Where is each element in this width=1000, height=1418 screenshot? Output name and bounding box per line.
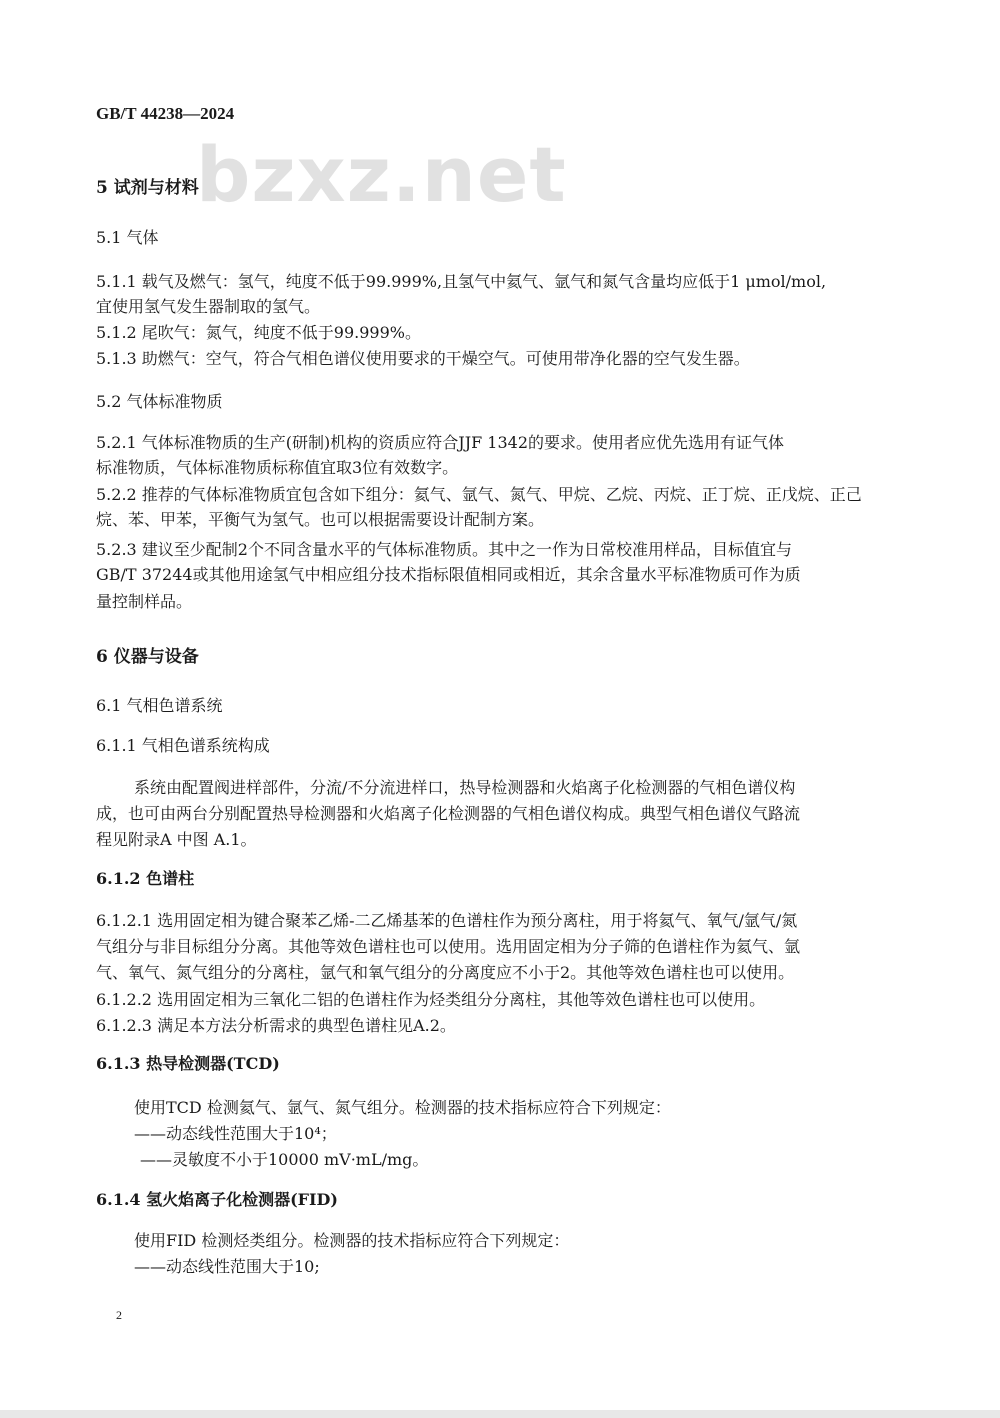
subsection-heading: 6.1.4 氢火焰离子化检测器(FID)	[96, 1190, 338, 1209]
section-heading: 5.1 气体	[96, 228, 159, 247]
clause-line: 5.1.1 载气及燃气：氢气，纯度不低于99.999%,且氢气中氦气、氩气和氮气含量均应低于1 μmol/mol,	[96, 272, 827, 291]
subsection-heading: 6.1.2 色谱柱	[96, 869, 195, 888]
clause-line: 气、氧气、氮气组分的分离柱，氩气和氧气组分的分离度应不小于2。其他等效色谱柱也可以使用。	[96, 963, 795, 982]
chapter-heading: 5 试剂与材料	[96, 178, 199, 198]
chapter-heading: 6 仪器与设备	[96, 647, 199, 667]
paragraph-line: 系统由配置阀进样部件，分流/不分流进样口，热导检测器和火焰离子化检测器的气相色谱仪构	[134, 778, 796, 797]
clause-line: 气组分与非目标组分分离。其他等效色谱柱也可以使用。选用固定相为分子筛的色谱柱作为氦气、氩	[96, 937, 801, 956]
clause-line: GB/T 37244或其他用途氢气中相应组分技术指标限值相同或相近，其余含量水平标准物质可作为质	[96, 565, 801, 584]
section-heading: 6.1 气相色谱系统	[96, 696, 223, 715]
standard-number: GB/T 44238—2024	[96, 104, 235, 123]
clause-line: 标准物质，气体标准物质标称值宜取3位有效数字。	[96, 458, 459, 477]
clause-line: 5.1.2 尾吹气：氮气，纯度不低于99.999%。	[96, 323, 421, 342]
clause-line: 5.2.3 建议至少配制2个不同含量水平的气体标准物质。其中之一作为日常校准用样品，目标值宜与	[96, 540, 792, 559]
clause-line: 5.1.3 助燃气：空气，符合气相色谱仪使用要求的干燥空气。可使用带净化器的空气发生器。	[96, 349, 750, 368]
page-bottom-edge	[0, 1410, 1000, 1418]
clause-line: 6.1.2.1 选用固定相为键合聚苯乙烯-二乙烯基苯的色谱柱作为预分离柱，用于将氦气、氧气/氩气/氮	[96, 911, 798, 930]
paragraph-line: 程见附录A 中图 A.1。	[96, 830, 257, 849]
list-item: ——动态线性范围大于10;	[134, 1257, 320, 1276]
clause-line: 5.2.2 推荐的气体标准物质宜包含如下组分：氦气、氩气、氮气、甲烷、乙烷、丙烷、正丁烷、正戊烷、正己	[96, 485, 862, 504]
subsection-heading: 6.1.3 热导检测器(TCD)	[96, 1054, 280, 1073]
page-number: 2	[116, 1308, 122, 1322]
section-heading: 5.2 气体标准物质	[96, 392, 223, 411]
paragraph-line: 使用TCD 检测氦气、氩气、氮气组分。检测器的技术指标应符合下列规定：	[134, 1098, 671, 1117]
clause-line: 烷、苯、甲苯，平衡气为氢气。也可以根据需要设计配制方案。	[96, 510, 545, 529]
clause-line: 宜使用氢气发生器制取的氢气。	[96, 297, 321, 316]
paragraph-line: 使用FID 检测烃类组分。检测器的技术指标应符合下列规定：	[134, 1231, 570, 1250]
subsection-heading: 6.1.1 气相色谱系统构成	[96, 736, 270, 755]
list-item: ——灵敏度不小于10000 mV·mL/mg。	[140, 1150, 429, 1169]
clause-line: 6.1.2.3 满足本方法分析需求的典型色谱柱见A.2。	[96, 1016, 456, 1035]
clause-line: 量控制样品。	[96, 592, 193, 611]
list-item: ——动态线性范围大于10⁴；	[134, 1124, 337, 1143]
paragraph-line: 成，也可由两台分别配置热导检测器和火焰离子化检测器的气相色谱仪构成。典型气相色谱仪气路流	[96, 804, 801, 823]
clause-line: 5.2.1 气体标准物质的生产(研制)机构的资质应符合JJF 1342的要求。使用者应优先选用有证气体	[96, 433, 785, 452]
clause-line: 6.1.2.2 选用固定相为三氧化二铝的色谱柱作为烃类组分分离柱，其他等效色谱柱也可以使用。	[96, 990, 766, 1009]
watermark: bzxz.net	[196, 130, 567, 219]
